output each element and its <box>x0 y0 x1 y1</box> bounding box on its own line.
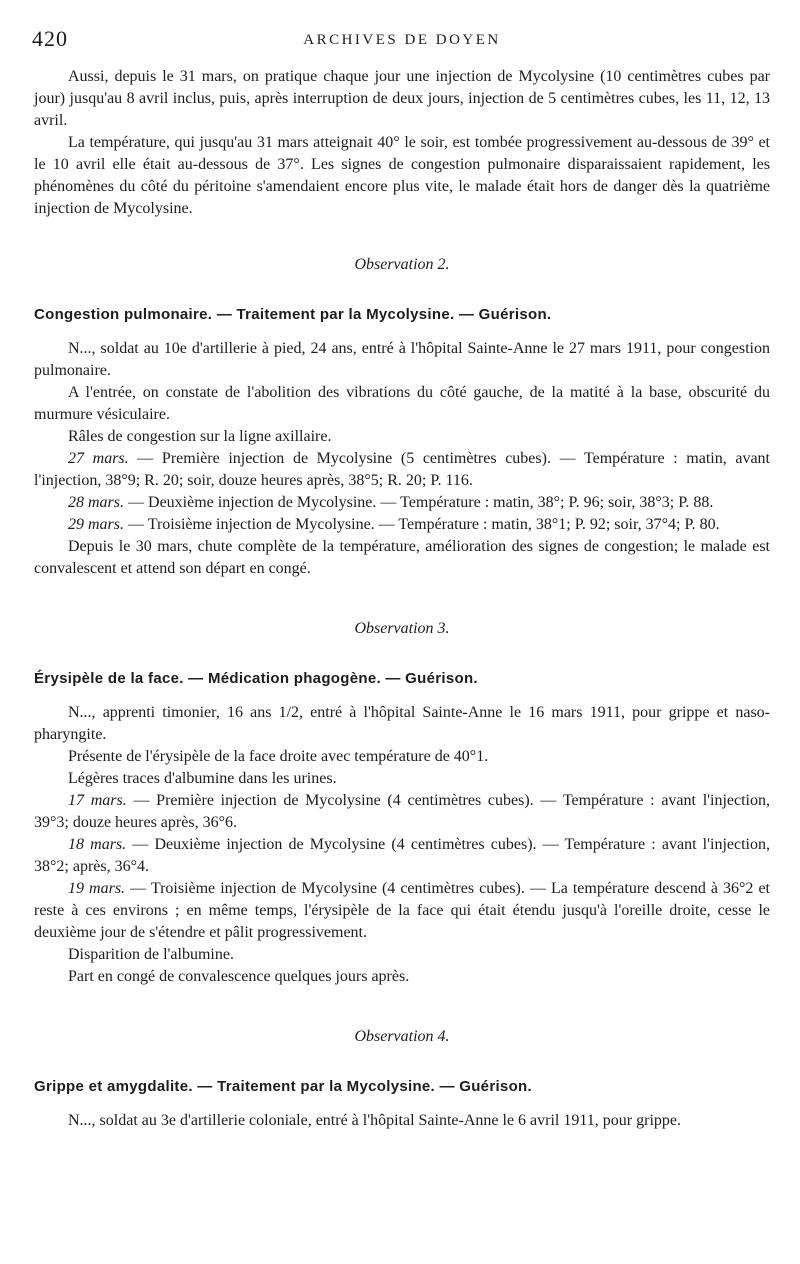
observation-title: Observation 3. <box>354 620 450 637</box>
paragraph: Râles de congestion sur la ligne axillaire. <box>68 428 332 445</box>
entry-text: — Troisième injection de Mycolysine (4 centimètres cubes). — La température descend à 36°2 et reste à ces environs ; en même temps, l'érysipèle de la face qui était étendu jusqu'à l'oreille droite, cesse le deuxième jour de s'étendre et pâlit progressivement. <box>34 880 771 941</box>
case-heading: Érysipèle de la face. — Médication phagogène. — Guérison. <box>34 670 478 687</box>
entry-text: — Deuxième injection de Mycolysine. — Température : matin, 38°; P. 96; soir, 38°3; P. 88. <box>124 494 714 511</box>
case-heading: Congestion pulmonaire. — Traitement par la Mycolysine. — Guérison. <box>34 306 552 323</box>
dated-entry <box>34 878 770 944</box>
paragraph: Présente de l'érysipèle de la face droite avec température de 40°1. <box>68 748 489 765</box>
dated-entry <box>34 514 770 536</box>
paragraph: Depuis le 30 mars, chute complète de la température, amélioration des signes de congestion; le malade est convalescent et attend son départ en congé. <box>34 538 770 577</box>
dated-entry <box>34 834 770 878</box>
paragraph: N..., apprenti timonier, 16 ans 1/2, entré à l'hôpital Sainte-Anne le 16 mars 1911, pour grippe et naso-pharyngite. <box>34 704 770 743</box>
entry-date: 28 mars. <box>68 494 125 511</box>
entry-text: — Deuxième injection de Mycolysine (4 centimètres cubes). — Température : avant l'injection, 38°2; après, 36°4. <box>34 836 770 875</box>
paragraph: Légères traces d'albumine dans les urines. <box>68 770 337 787</box>
entry-date: 17 mars. <box>68 792 127 809</box>
dated-entry <box>34 448 770 492</box>
dated-entry <box>34 492 770 514</box>
observation-title: Observation 4. <box>354 1028 450 1045</box>
paragraph: A l'entrée, on constate de l'abolition des vibrations du côté gauche, de la matité à la base, obscurité du murmure vésiculaire. <box>34 384 770 423</box>
entry-date: 27 mars. <box>68 450 129 467</box>
paragraph: Disparition de l'albumine. <box>68 946 234 963</box>
entry-date: 18 mars. <box>68 836 127 853</box>
dated-entry <box>34 790 770 834</box>
paragraph: Part en congé de convalescence quelques jours après. <box>68 968 410 985</box>
entry-text: — Première injection de Mycolysine (4 centimètres cubes). — Température : avant l'injection, 39°3; douze heures après, 36°6. <box>34 792 771 831</box>
paragraph: Aussi, depuis le 31 mars, on pratique chaque jour une injection de Mycolysine (10 centimètres cubes par jour) jusqu'au 8 avril inclus, puis, après interruption de deux jours, injection de 5 centimètres cubes, les 11, 12, 13 avril. <box>34 68 770 129</box>
page-number: 420 <box>32 26 68 51</box>
observation-title: Observation 2. <box>354 256 450 273</box>
entry-text: — Troisième injection de Mycolysine. — Température : matin, 38°1; P. 92; soir, 37°4; P. 80. <box>124 516 720 533</box>
running-header <box>32 26 772 54</box>
case-heading: Grippe et amygdalite. — Traitement par la Mycolysine. — Guérison. <box>34 1078 532 1095</box>
page-body <box>34 66 770 1132</box>
paragraph: N..., soldat au 10e d'artillerie à pied, 24 ans, entré à l'hôpital Sainte-Anne le 27 mars 1911, pour congestion pulmonaire. <box>34 340 770 379</box>
entry-date: 19 mars. <box>68 880 126 897</box>
entry-date: 29 mars. <box>68 516 125 533</box>
entry-text: — Première injection de Mycolysine (5 centimètres cubes). — Température : matin, avant l'injection, 38°9; R. 20; soir, douze heures après, 38°5; R. 20; P. 116. <box>34 450 771 489</box>
paragraph: N..., soldat au 3e d'artillerie coloniale, entré à l'hôpital Sainte-Anne le 6 avril 1911, pour grippe. <box>68 1112 681 1129</box>
paragraph: La température, qui jusqu'au 31 mars atteignait 40° le soir, est tombée progressivement au-dessous de 39° et le 10 avril elle était au-dessous de 37°. Les signes de congestion pulmonaire disparaissaient rapidement, les phénomènes du côté du péritoine s'amendaient encore plus vite, le malade était hors de danger dès la quatrième injection de Mycolysine. <box>34 134 770 217</box>
running-title: ARCHIVES DE DOYEN <box>303 32 501 48</box>
